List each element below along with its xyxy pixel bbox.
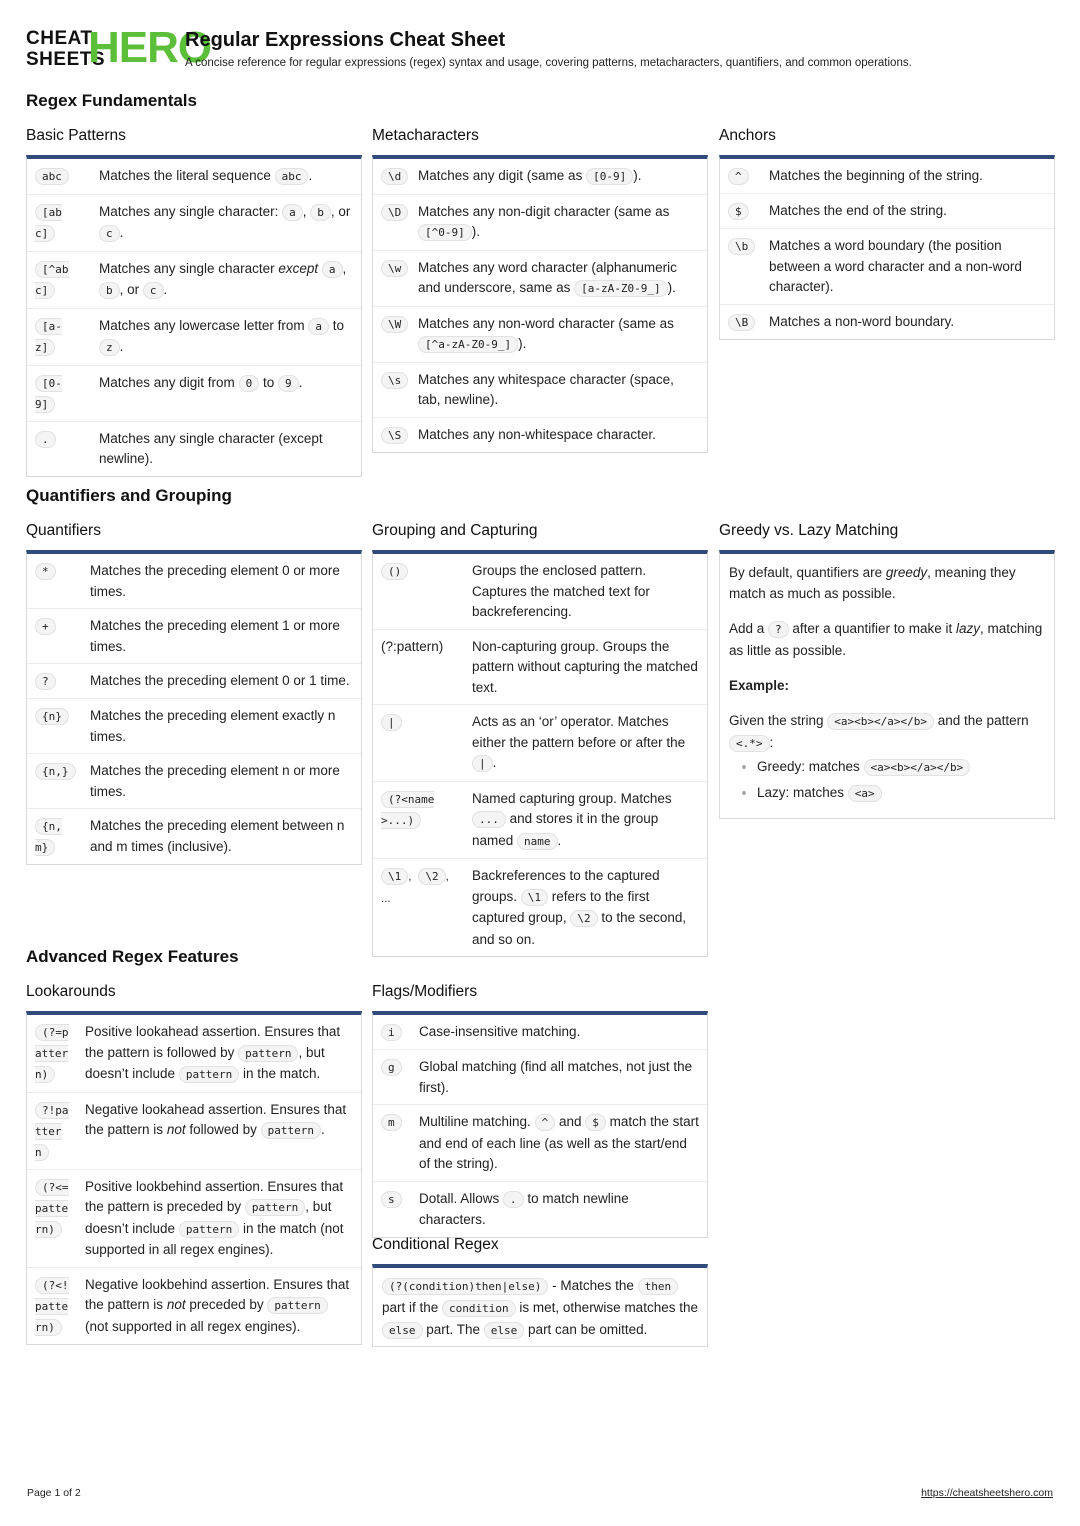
table-row: * Matches the preceding element 0 or more times. [27, 554, 361, 609]
card-body [719, 155, 1055, 340]
card-grouping [372, 521, 708, 957]
card-title: Basic Patterns [26, 127, 126, 144]
table-row: \B Matches a non-word boundary. [720, 305, 1054, 339]
table-row: (?<!pattern) Negative lookbehind assertion. Ensures that the pattern is not preceded by pattern (not supported in all regex engines). [35, 1276, 350, 1334]
card-conditional [372, 1235, 708, 1347]
table-row: \D Matches any non-digit character (same as [^0-9] ). [373, 195, 707, 251]
page-title: Regular Expressions Cheat Sheet [185, 29, 506, 51]
table-row: {n,} Matches the preceding element n or more times. [27, 754, 361, 809]
section-title-fundamentals: Regex Fundamentals [26, 91, 197, 110]
table-row: abc Matches the literal sequence abc . [27, 159, 361, 195]
table-row: (?<name>...) Named capturing group. Matches ... and stores it in the group named name . [373, 782, 707, 860]
table-row: \w Matches any word character (alphanumeric and underscore, same as [a-zA-Z0-9_] ). [373, 251, 707, 307]
footer-link[interactable]: https://cheatsheetshero.com [921, 1487, 1053, 1499]
table-row: | Acts as an ‘or’ operator. Matches either the pattern before or after the | . [373, 705, 707, 782]
table-row: () Groups the enclosed pattern. Captures the matched text for backreferencing. [373, 554, 707, 630]
card-body [26, 1011, 362, 1345]
table-row: $ Matches the end of the string. [720, 194, 1054, 229]
table-row: [abc] Matches any single character: a , b , or c . [27, 195, 361, 252]
table-row: \b Matches a word boundary (the position between a word character and a non-word character). [720, 229, 1054, 305]
card-title: Conditional Regex [372, 1236, 499, 1253]
card-metacharacters [372, 126, 708, 453]
card-title: Quantifiers [26, 522, 101, 539]
card-quantifiers [26, 521, 362, 865]
logo-text: CHEAT SHEETS [26, 28, 106, 70]
card-body [372, 550, 708, 957]
table-row: g Global matching (find all matches, not just the first). [373, 1050, 707, 1105]
header [26, 23, 1056, 74]
logo-hero: HERO [88, 23, 212, 72]
card-title: Lookarounds [26, 983, 116, 1000]
card-lookarounds [26, 982, 362, 1345]
logo[interactable] [26, 23, 212, 72]
table-row: m Multiline matching. ^ and $ match the start and end of each line (as well as the start/end of the string). [373, 1105, 707, 1182]
table-row: ? Matches the preceding element 0 or 1 time. [27, 664, 361, 699]
card-title: Anchors [719, 127, 776, 144]
card-title: Grouping and Capturing [372, 522, 538, 539]
section-title-quantifiers: Quantifiers and Grouping [26, 486, 232, 505]
table-row: \1 , \2 , ... Backreferences to the captured groups. \1 refers to the first captured group, \2 to the second, and so on. [381, 868, 687, 947]
table-row: + Matches the preceding element 1 or more times. [27, 609, 361, 664]
section-title-advanced: Advanced Regex Features [26, 947, 239, 966]
card-basic-patterns [26, 126, 362, 477]
card-body [372, 155, 708, 453]
table-row: i Case-insensitive matching. [373, 1015, 707, 1050]
card-flags [372, 982, 708, 1238]
table-row: . Matches any single character (except newline). [27, 422, 361, 476]
table-row: s Dotall. Allows . to match newline characters. [373, 1182, 707, 1237]
table-row: \s Matches any whitespace character (space, tab, newline). [373, 363, 707, 418]
card-body [26, 550, 362, 865]
table-row: (?:pattern) Non-capturing group. Groups the pattern without capturing the matched text. [373, 630, 707, 706]
card-anchors [719, 126, 1055, 340]
table-row: ?!pattern Negative lookahead assertion. Ensures that the pattern is not followed by pattern . [27, 1093, 361, 1170]
table-row: (?<=pattern) Positive lookbehind assertion. Ensures that the pattern is preceded by pattern , but doesn’t include pattern in the match (not supported in all regex engines). [27, 1170, 361, 1268]
table-row: [^abc] Matches any single character except a , b , or c . [27, 252, 361, 309]
table-row: (?=pattern) Positive lookahead assertion. Ensures that the pattern is followed by pattern , but doesn’t include pattern in the match. [27, 1015, 361, 1093]
table-row: {n} Matches the preceding element exactly n times. [27, 699, 361, 754]
page-subtitle: A concise reference for regular expressions (regex) syntax and usage, covering patterns, metacharacters, quantifiers, and common operations. [185, 57, 912, 69]
table-row: {n,m} Matches the preceding element between n and m times (inclusive). [35, 818, 345, 854]
table-row: ^ Matches the beginning of the string. [720, 159, 1054, 194]
card-body: (?(condition)then|else) - Matches the then part if the condition is met, otherwise matches the else part. The else part can be omitted. [372, 1264, 708, 1347]
card-title: Greedy vs. Lazy Matching [719, 522, 899, 539]
table-row: \d Matches any digit (same as [0-9] ). [373, 159, 707, 195]
card-greedy-lazy [719, 521, 1055, 819]
card-title: Metacharacters [372, 127, 479, 144]
table-row: \S Matches any non-whitespace character. [373, 418, 707, 452]
table-row: [0-9] Matches any digit from 0 to 9 . [27, 366, 361, 422]
card-body: By default, quantifiers are greedy, meaning they match as much as possible. Add a ? after a quantifier to make it lazy, matching as little as possible. Example: Given the string <a><b></a></b> and the pattern <.*> : • Greedy: matches <a><b></a></b> • Lazy: matches <a> [719, 550, 1055, 819]
card-body [372, 1011, 708, 1238]
card-body [26, 155, 362, 477]
card-title: Flags/Modifiers [372, 983, 478, 1000]
table-row: \W Matches any non-word character (same as [^a-zA-Z0-9_] ). [373, 307, 707, 363]
page-number: Page 1 of 2 [27, 1487, 81, 1499]
table-row: [a-z] Matches any lowercase letter from a to z . [27, 309, 361, 366]
